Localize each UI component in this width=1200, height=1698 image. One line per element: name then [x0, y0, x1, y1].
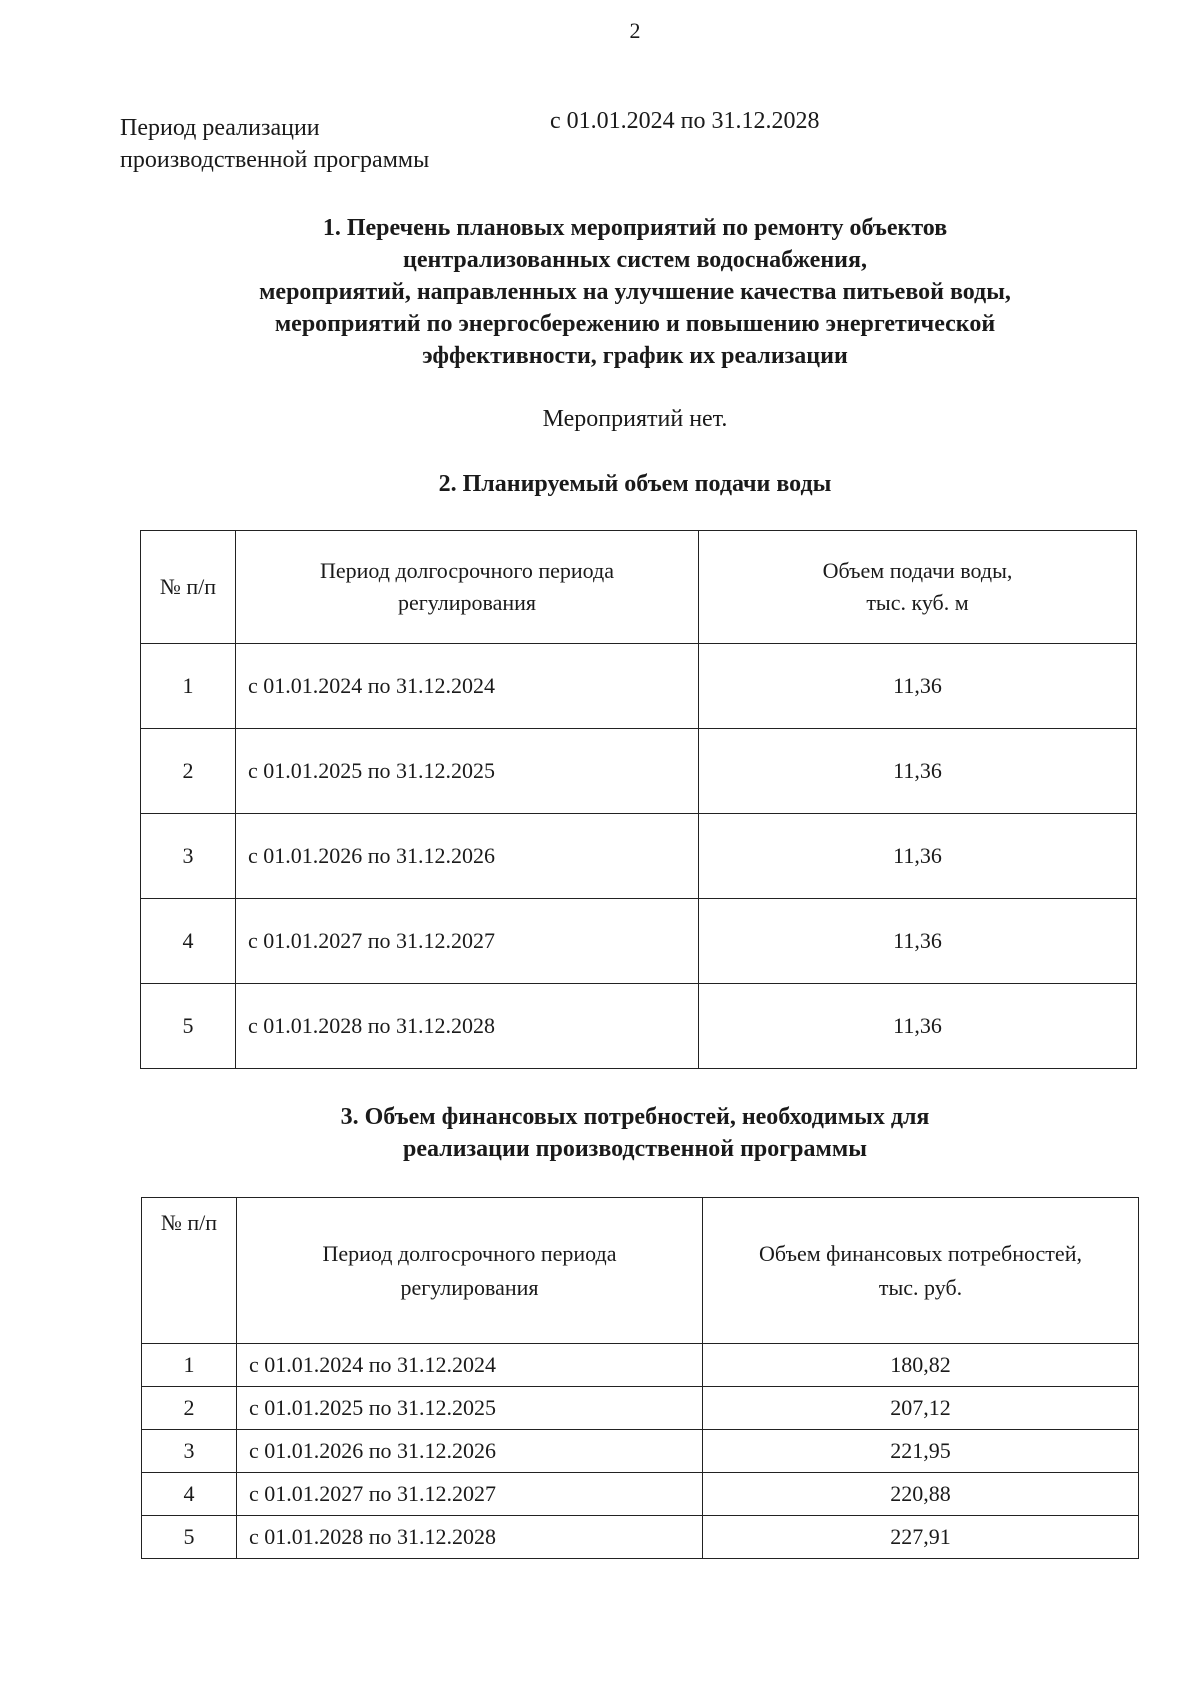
row-volume: 11,36 [699, 984, 1137, 1069]
header-period-line1: Период долгосрочного периода [319, 558, 615, 583]
implementation-period-label [120, 112, 429, 176]
table-row [142, 1344, 1139, 1387]
water-supply-table [140, 530, 1137, 1069]
row-num: 3 [142, 1430, 237, 1473]
section1-title-line: 1. Перечень плановых мероприятий по ремонту объектов [322, 215, 948, 241]
row-num: 2 [142, 1387, 237, 1430]
section1-title-line: централизованных систем водоснабжения, [403, 247, 867, 273]
row-period: с 01.01.2024 по 31.12.2024 [236, 644, 699, 729]
row-financial-value: 221,95 [703, 1430, 1139, 1473]
row-num: 1 [142, 1344, 237, 1387]
section3-title-line: 3. Объем финансовых потребностей, необходимых для [340, 1104, 930, 1130]
table-row [141, 729, 1137, 814]
header-period-line2: регулирования [400, 1274, 539, 1300]
table-row [141, 814, 1137, 899]
table-header-row [142, 1198, 1139, 1344]
implementation-period-value: с 01.01.2024 по 31.12.2028 [550, 108, 820, 134]
header-period-line2: регулирования [397, 590, 537, 615]
row-period: с 01.01.2026 по 31.12.2026 [236, 814, 699, 899]
row-period: с 01.01.2028 по 31.12.2028 [237, 1516, 703, 1559]
row-volume: 11,36 [699, 729, 1137, 814]
header-volume [699, 531, 1137, 644]
table-row [142, 1473, 1139, 1516]
row-financial-value: 220,88 [703, 1473, 1139, 1516]
row-financial-value: 180,82 [703, 1344, 1139, 1387]
section3-title-line: реализации производственной программы [403, 1136, 867, 1162]
financial-needs-table [141, 1197, 1139, 1559]
header-num: № п/п [141, 531, 236, 644]
header-period [237, 1198, 703, 1344]
row-num: 4 [142, 1473, 237, 1516]
row-period: с 01.01.2027 по 31.12.2027 [236, 899, 699, 984]
header-financial-line2: тыс. руб. [878, 1274, 963, 1300]
section1-title-line: эффективности, график их реализации [422, 343, 848, 369]
header-num: № п/п [142, 1198, 237, 1344]
section3-title [0, 1101, 1200, 1165]
row-period: с 01.01.2027 по 31.12.2027 [237, 1473, 703, 1516]
header-financial-line1: Объем финансовых потребностей, [759, 1240, 1082, 1266]
header-financial-needs [703, 1198, 1139, 1344]
header-period [236, 531, 699, 644]
row-num: 4 [141, 899, 236, 984]
no-activities-note: Мероприятий нет. [542, 406, 728, 432]
table-header-row [141, 531, 1137, 644]
row-period: с 01.01.2025 по 31.12.2025 [236, 729, 699, 814]
table-row [141, 984, 1137, 1069]
row-num: 2 [141, 729, 236, 814]
row-period: с 01.01.2026 по 31.12.2026 [237, 1430, 703, 1473]
row-volume: 11,36 [699, 814, 1137, 899]
row-financial-value: 227,91 [703, 1516, 1139, 1559]
header-volume-line2: тыс. куб. м [866, 590, 969, 615]
period-label-line2: производственной программы [120, 147, 430, 173]
row-period: с 01.01.2025 по 31.12.2025 [237, 1387, 703, 1430]
section1-title [0, 212, 1200, 372]
section1-title-line: мероприятий, направленных на улучшение качества питьевой воды, [259, 279, 1011, 305]
section2-title: 2. Планируемый объем подачи воды [438, 471, 832, 497]
table-row [142, 1516, 1139, 1559]
row-period: с 01.01.2024 по 31.12.2024 [237, 1344, 703, 1387]
row-num: 5 [142, 1516, 237, 1559]
section1-title-line: мероприятий по энергосбережению и повышению энергетической [274, 311, 996, 337]
row-financial-value: 207,12 [703, 1387, 1139, 1430]
table-row [141, 644, 1137, 729]
table-row [141, 899, 1137, 984]
table-row [142, 1387, 1139, 1430]
row-num: 5 [141, 984, 236, 1069]
row-volume: 11,36 [699, 644, 1137, 729]
header-volume-line1: Объем подачи воды, [822, 558, 1013, 583]
page-number: 2 [629, 18, 641, 43]
row-num: 1 [141, 644, 236, 729]
period-label-line1: Период реализации [120, 115, 320, 141]
row-period: с 01.01.2028 по 31.12.2028 [236, 984, 699, 1069]
row-volume: 11,36 [699, 899, 1137, 984]
header-period-line1: Период долгосрочного периода [322, 1240, 617, 1266]
row-num: 3 [141, 814, 236, 899]
table-row [142, 1430, 1139, 1473]
